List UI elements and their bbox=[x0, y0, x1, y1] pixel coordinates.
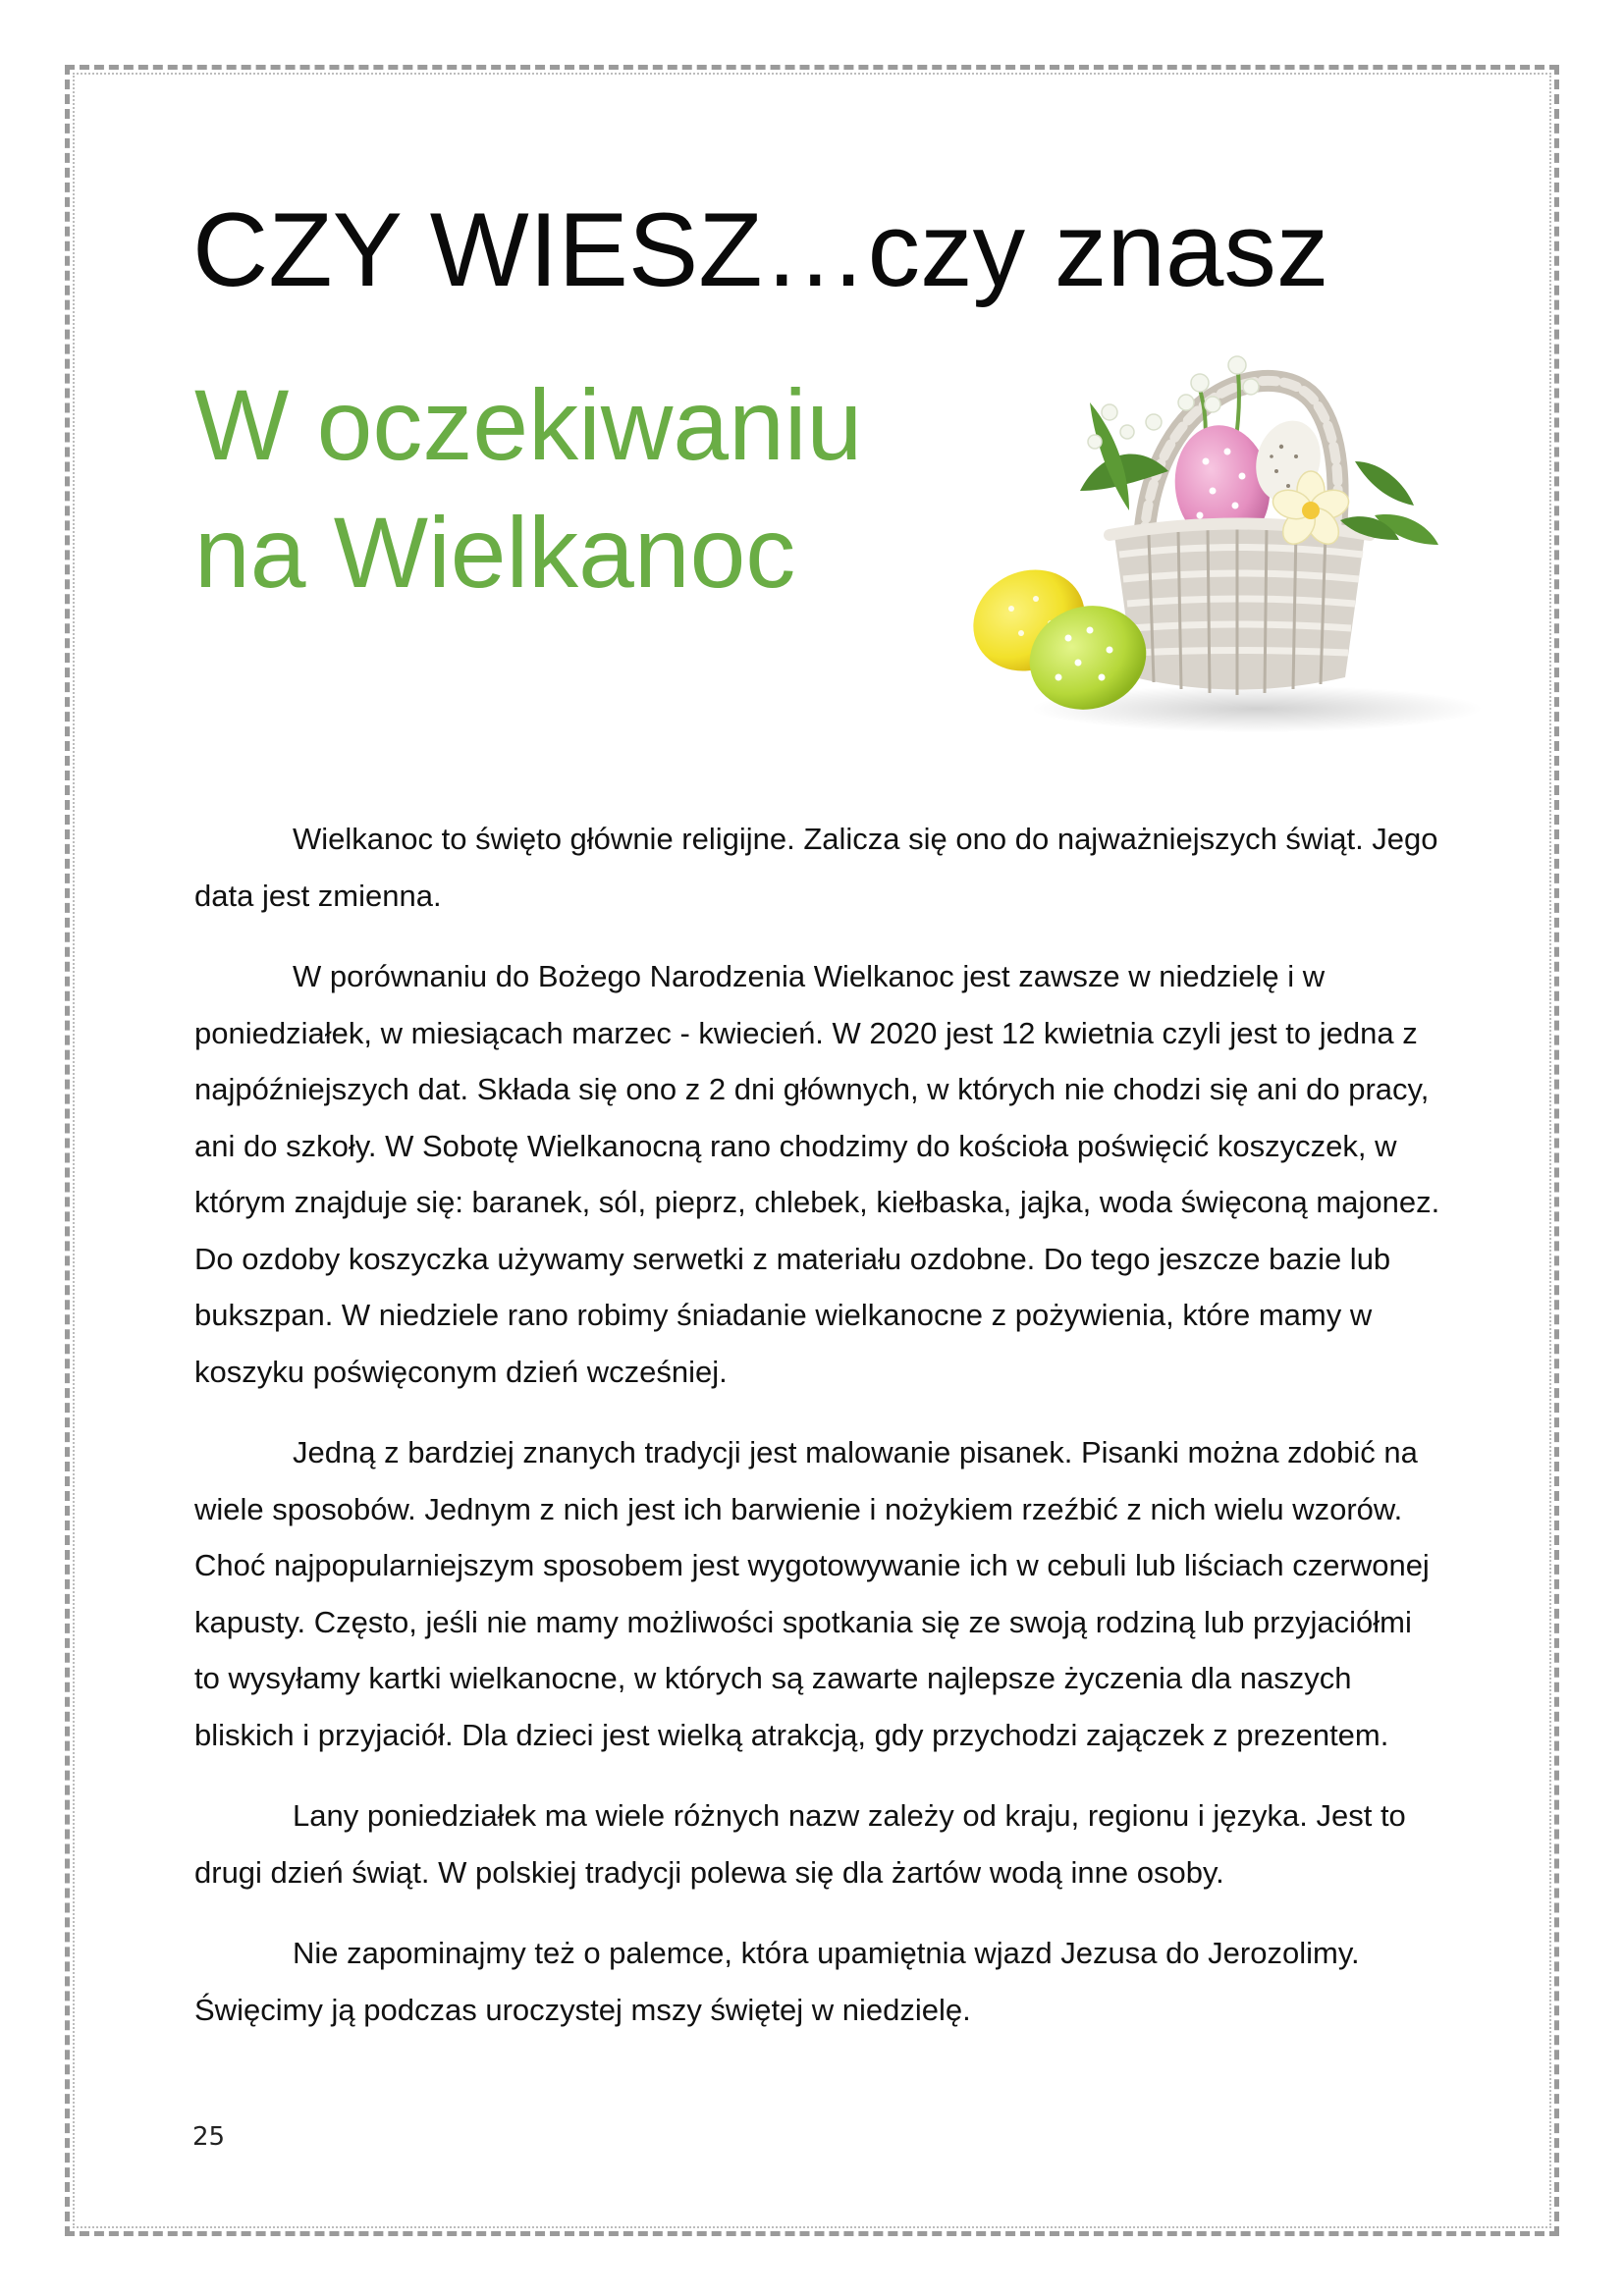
paragraph-3: Jedną z bardziej znanych tradycji jest malowanie pisanek. Pisanki można zdobić na wiele sposobów. Jednym z nich jest ich barwienie i nożykiem rzeźbić z nich wielu wzorów. Choć najpopularniejszym sposobem jest wygotowywanie ich w cebuli lub liściach czerwonej kapusty. Często, jeśli nie mamy możliwości spotkania się ze swoją rodziną lub przyjaciółmi to wysyłamy kartki wielkanocne, w których są zawarte najlepsze życzenia dla naszych bliskich i przyjaciół. Dla dzieci jest wielką atrakcją, gdy przychodzi zajączek z prezentem. bbox=[194, 1435, 1430, 1752]
article-subtitle bbox=[194, 361, 862, 616]
paragraph-2: W porównaniu do Bożego Narodzenia Wielkanoc jest zawsze w niedzielę i w poniedziałek, w miesiącach marzec - kwiecień. W 2020 jest 12 kwietnia czyli jest to jedna z najpóźniejszych dat. Składa się ono z 2 dni głównych, w których nie chodzi się ani do pracy, ani do szkoły. W Sobotę Wielkanocną rano chodzimy do kościoła poświęcić koszyczek, w którym znajduje się: baranek, sól, pieprz, chlebek, kiełbaska, jajka, woda święconą majonez. Do ozdoby koszyczka używamy serwetki z materiału ozdobne. Do tego jeszcze bazie lub bukszpan. W niedziele rano robimy śniadanie wielkanocne z pożywienia, które mamy w koszyku poświęconym dzień wcześniej. bbox=[194, 959, 1440, 1389]
easter-basket-icon bbox=[943, 344, 1483, 736]
article-body bbox=[194, 811, 1441, 2062]
page-title: CZY WIESZ…czy znasz bbox=[192, 190, 1329, 308]
subtitle-line-1: W oczekiwaniu bbox=[194, 369, 863, 481]
subtitle-line-2: na Wielkanoc bbox=[194, 497, 796, 609]
page-number: 25 bbox=[192, 2122, 226, 2152]
paragraph-4: Lany poniedziałek ma wiele różnych nazw zależy od kraju, regionu i języka. Jest to drugi dzień świąt. W polskiej tradycji polewa się dla żartów wodą inne osoby. bbox=[194, 1798, 1406, 1890]
paragraph-5: Nie zapominajmy też o palemce, która upamiętnia wjazd Jezusa do Jerozolimy. Święcimy ją podczas uroczystej mszy świętej w niedzielę. bbox=[194, 1936, 1360, 2027]
paragraph-1: Wielkanoc to święto głównie religijne. Zalicza się ono do najważniejszych świąt. Jego data jest zmienna. bbox=[194, 822, 1438, 913]
